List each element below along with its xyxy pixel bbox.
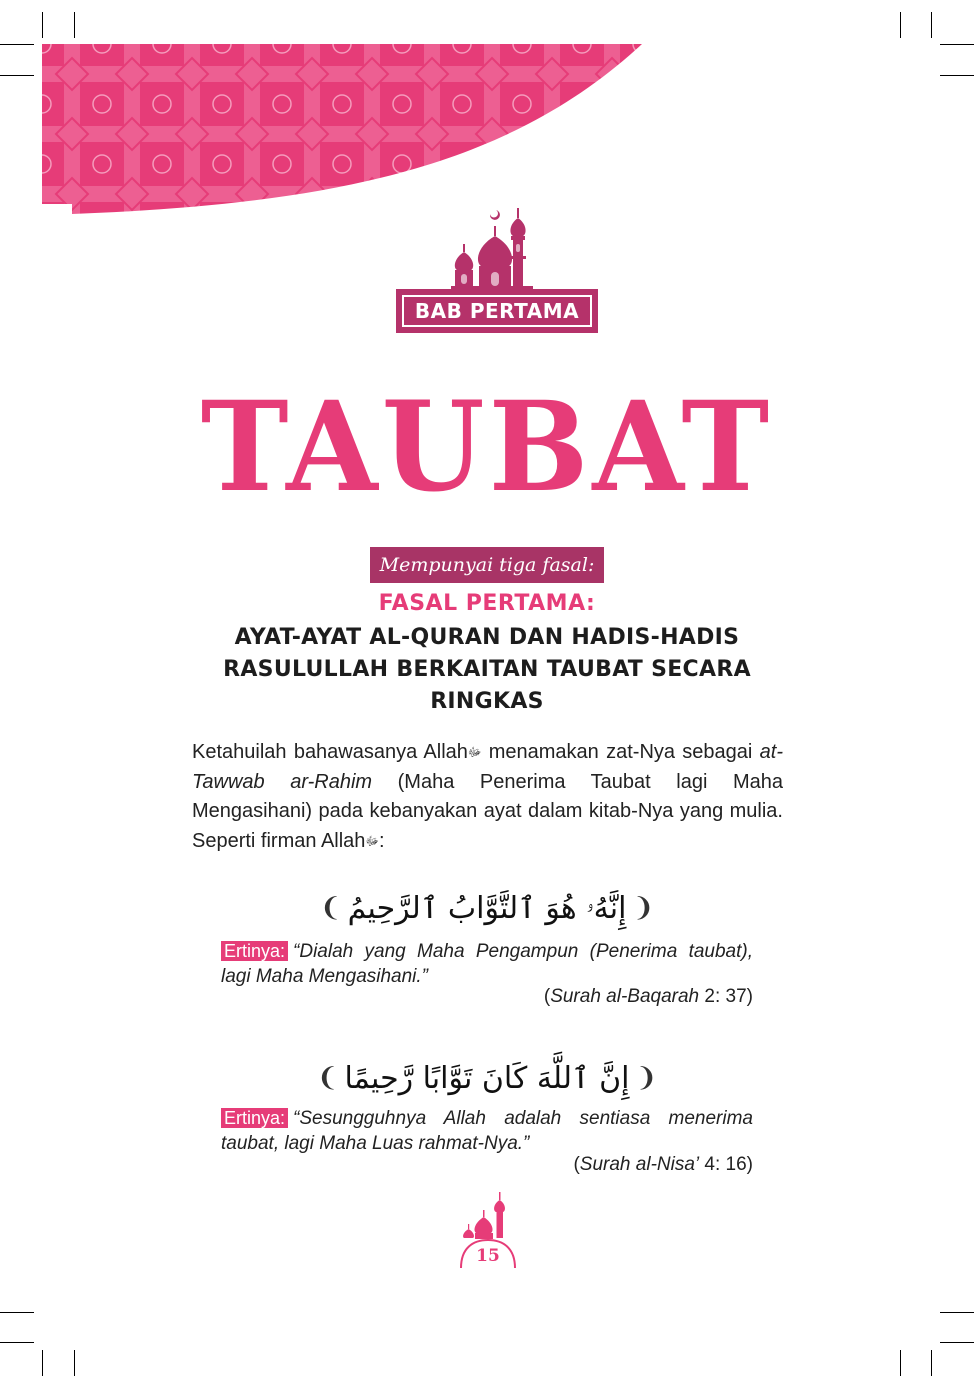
crop-mark bbox=[42, 12, 43, 38]
crop-mark bbox=[0, 44, 34, 45]
intro-italic: at-Tawwab ar-Rahim bbox=[192, 741, 783, 793]
meaning-label: Ertinya: bbox=[221, 1108, 288, 1128]
subtitle-tag: Mempunyai tiga fasal: bbox=[370, 547, 604, 583]
chapter-badge bbox=[398, 291, 596, 331]
ayah-number: 4: 16 bbox=[699, 1154, 747, 1175]
crop-mark bbox=[900, 1350, 901, 1376]
crop-mark bbox=[74, 12, 75, 38]
ayah-number: 2: 37 bbox=[699, 986, 747, 1007]
page-title: TAUBAT bbox=[200, 373, 774, 520]
crop-mark bbox=[42, 1350, 43, 1376]
ornament-bracket-icon: ❨ bbox=[632, 893, 655, 923]
crop-mark bbox=[931, 1350, 932, 1376]
verse-meaning bbox=[221, 1106, 753, 1156]
crop-mark bbox=[940, 1342, 974, 1343]
intro-text: : bbox=[378, 829, 385, 852]
crop-mark bbox=[0, 1312, 34, 1313]
verse-reference: (Surah al-Nisa’ 4: 16) bbox=[573, 1154, 753, 1175]
quran-verse bbox=[300, 880, 674, 936]
crop-mark bbox=[0, 1342, 34, 1343]
intro-text: Ketahuilah bahawasanya Allah bbox=[192, 741, 468, 763]
ornament-bracket-icon: ❨ bbox=[635, 1063, 658, 1093]
crop-mark bbox=[900, 12, 901, 38]
crop-mark bbox=[74, 1350, 75, 1376]
fasal-title: AYAT-AYAT AL-QURAN DAN HADIS-HADIS RASULULLAH BERKAITAN TAUBAT SECARA RINGKAS bbox=[223, 625, 751, 714]
honorific-icon: ﷻ bbox=[467, 745, 482, 759]
crop-mark bbox=[940, 44, 974, 45]
crop-mark bbox=[940, 75, 974, 76]
intro-text: menamakan zat-Nya sebagai bbox=[481, 741, 760, 763]
honorific-icon: ﷻ bbox=[365, 833, 379, 848]
arabic-text: إِنَّهُۥ هُوَ ٱلتَّوَّابُ ٱلرَّحِيمُ bbox=[347, 890, 627, 926]
chapter-label: BAB PERTAMA bbox=[402, 295, 592, 327]
mosque-icon bbox=[447, 180, 547, 292]
arabic-text: إِنَّ ٱللَّهَ كَانَ تَوَّابًا رَّحِيمًا bbox=[344, 1060, 630, 1096]
meaning-text: “Sesungguhnya Allah adalah sentiasa menerima taubat, lagi Maha Luas rahmat-Nya.” bbox=[221, 1108, 753, 1154]
ornament-bracket-icon: ❩ bbox=[319, 893, 342, 923]
surah-name: Surah al-Nisa’ bbox=[579, 1154, 700, 1175]
meaning-text: “Dialah yang Maha Pengampun (Penerima taubat), lagi Maha Mengasihani.” bbox=[221, 941, 753, 987]
crop-mark bbox=[931, 12, 932, 38]
intro-paragraph bbox=[192, 738, 783, 856]
quran-verse bbox=[280, 1050, 694, 1106]
patterned-banner bbox=[42, 44, 642, 219]
page-number: 15 bbox=[476, 1246, 500, 1266]
verse-meaning bbox=[221, 939, 753, 989]
fasal-heading: FASAL PERTAMA: bbox=[378, 591, 596, 616]
crop-mark bbox=[0, 75, 34, 76]
intro-text: (Maha Penerima Taubat lagi Maha Mengasihani) pada kebanyakan ayat dalam kitab-Nya yang mulia. Seperti firman Allah bbox=[192, 770, 783, 852]
verse-reference: (Surah al-Baqarah 2: 37) bbox=[543, 986, 753, 1007]
ornament-bracket-icon: ❩ bbox=[316, 1063, 339, 1093]
surah-name: Surah al-Baqarah bbox=[550, 986, 700, 1007]
meaning-label: Ertinya: bbox=[221, 941, 288, 961]
crop-mark bbox=[940, 1312, 974, 1313]
